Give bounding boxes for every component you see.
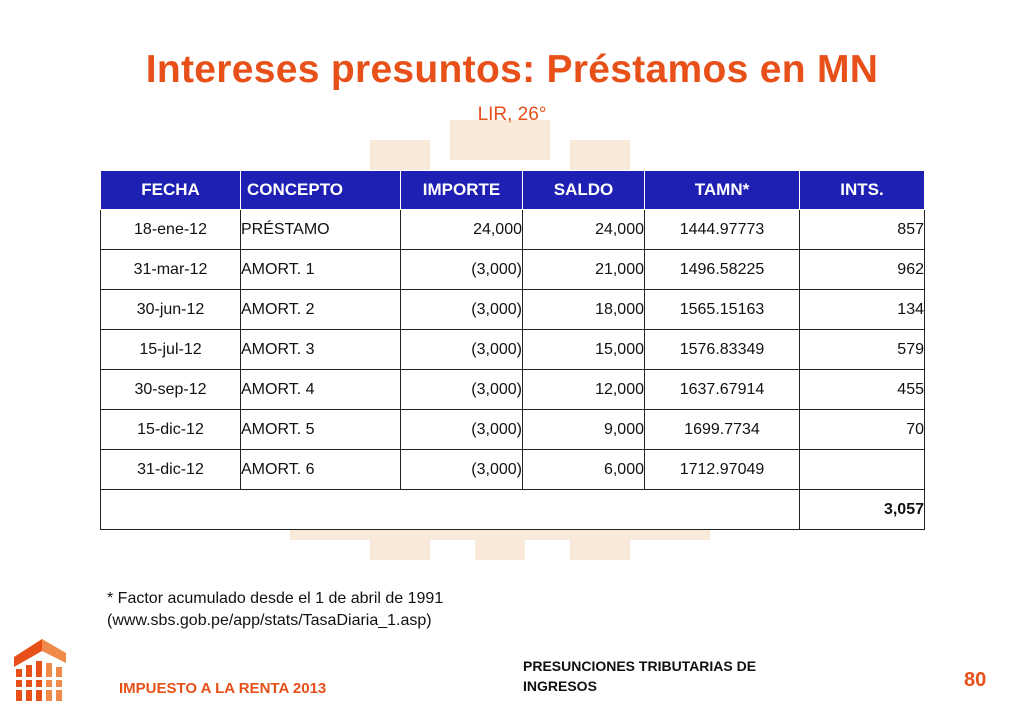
cell-tamn: 1444.97773: [645, 210, 800, 250]
cell-fecha: 31-dic-12: [101, 450, 241, 490]
table-row: [101, 210, 925, 250]
table-row: [101, 370, 925, 410]
cell-fecha: 31-mar-12: [101, 250, 241, 290]
cell-fecha: 30-jun-12: [101, 290, 241, 330]
cell-concepto: AMORT. 4: [241, 370, 401, 410]
footnote-line-2: (www.sbs.gob.pe/app/stats/TasaDiaria_1.asp): [107, 612, 432, 629]
column-header-concepto: CONCEPTO: [241, 171, 401, 210]
cell-fecha: 18-ene-12: [101, 210, 241, 250]
cell-ints: [800, 450, 925, 490]
cell-concepto: AMORT. 3: [241, 330, 401, 370]
footer-center-label: [523, 656, 756, 696]
column-header-saldo: SALDO: [523, 171, 645, 210]
table-row: [101, 290, 925, 330]
footnote-line-1: * Factor acumulado desde el 1 de abril de 1991: [107, 590, 444, 607]
cell-fecha: 15-jul-12: [101, 330, 241, 370]
cell-concepto: PRÉSTAMO: [241, 210, 401, 250]
cell-saldo: 18,000: [523, 290, 645, 330]
footer-center-line-2: INGRESOS: [523, 678, 597, 694]
cell-importe: (3,000): [401, 370, 523, 410]
cell-concepto: AMORT. 6: [241, 450, 401, 490]
footnote: [107, 588, 443, 632]
cell-ints: 857: [800, 210, 925, 250]
cell-saldo: 6,000: [523, 450, 645, 490]
cell-concepto: AMORT. 5: [241, 410, 401, 450]
table-row: [101, 250, 925, 290]
cell-importe: (3,000): [401, 250, 523, 290]
cell-ints: 70: [800, 410, 925, 450]
cell-ints: 579: [800, 330, 925, 370]
cell-tamn: 1565.15163: [645, 290, 800, 330]
footer-left-label: IMPUESTO A LA RENTA 2013: [119, 680, 327, 697]
table-header-row: [101, 171, 925, 210]
column-header-tamn: TAMN*: [645, 171, 800, 210]
table-row: [101, 410, 925, 450]
table-row: [101, 450, 925, 490]
cell-ints: 134: [800, 290, 925, 330]
cell-tamn: 1576.83349: [645, 330, 800, 370]
cell-importe: (3,000): [401, 290, 523, 330]
total-interest-cell: 3,057: [800, 490, 925, 530]
cell-saldo: 12,000: [523, 370, 645, 410]
table-row: [101, 330, 925, 370]
table-total-row: [101, 490, 925, 530]
loan-interest-table: [100, 170, 925, 530]
total-spacer: [101, 490, 800, 530]
cell-ints: 455: [800, 370, 925, 410]
cell-saldo: 9,000: [523, 410, 645, 450]
column-header-importe: IMPORTE: [401, 171, 523, 210]
footer-center-line-1: PRESUNCIONES TRIBUTARIAS DE: [523, 658, 757, 674]
cell-importe: 24,000: [401, 210, 523, 250]
cell-saldo: 24,000: [523, 210, 645, 250]
cell-saldo: 21,000: [523, 250, 645, 290]
cell-importe: (3,000): [401, 410, 523, 450]
cell-tamn: 1637.67914: [645, 370, 800, 410]
cell-tamn: 1699.7734: [645, 410, 800, 450]
column-header-ints: INTS.: [800, 171, 925, 210]
page-title: Intereses presuntos: Préstamos en MN: [145, 48, 879, 91]
cell-saldo: 15,000: [523, 330, 645, 370]
cell-tamn: 1712.97049: [645, 450, 800, 490]
cell-fecha: 15-dic-12: [101, 410, 241, 450]
page-number: 80: [964, 669, 987, 691]
cell-concepto: AMORT. 1: [241, 250, 401, 290]
cell-importe: (3,000): [401, 450, 523, 490]
cell-tamn: 1496.58225: [645, 250, 800, 290]
page-subtitle: LIR, 26°: [477, 104, 547, 125]
building-logo-icon: [12, 637, 68, 703]
cell-ints: 962: [800, 250, 925, 290]
cell-concepto: AMORT. 2: [241, 290, 401, 330]
column-header-fecha: FECHA: [101, 171, 241, 210]
cell-importe: (3,000): [401, 330, 523, 370]
cell-fecha: 30-sep-12: [101, 370, 241, 410]
